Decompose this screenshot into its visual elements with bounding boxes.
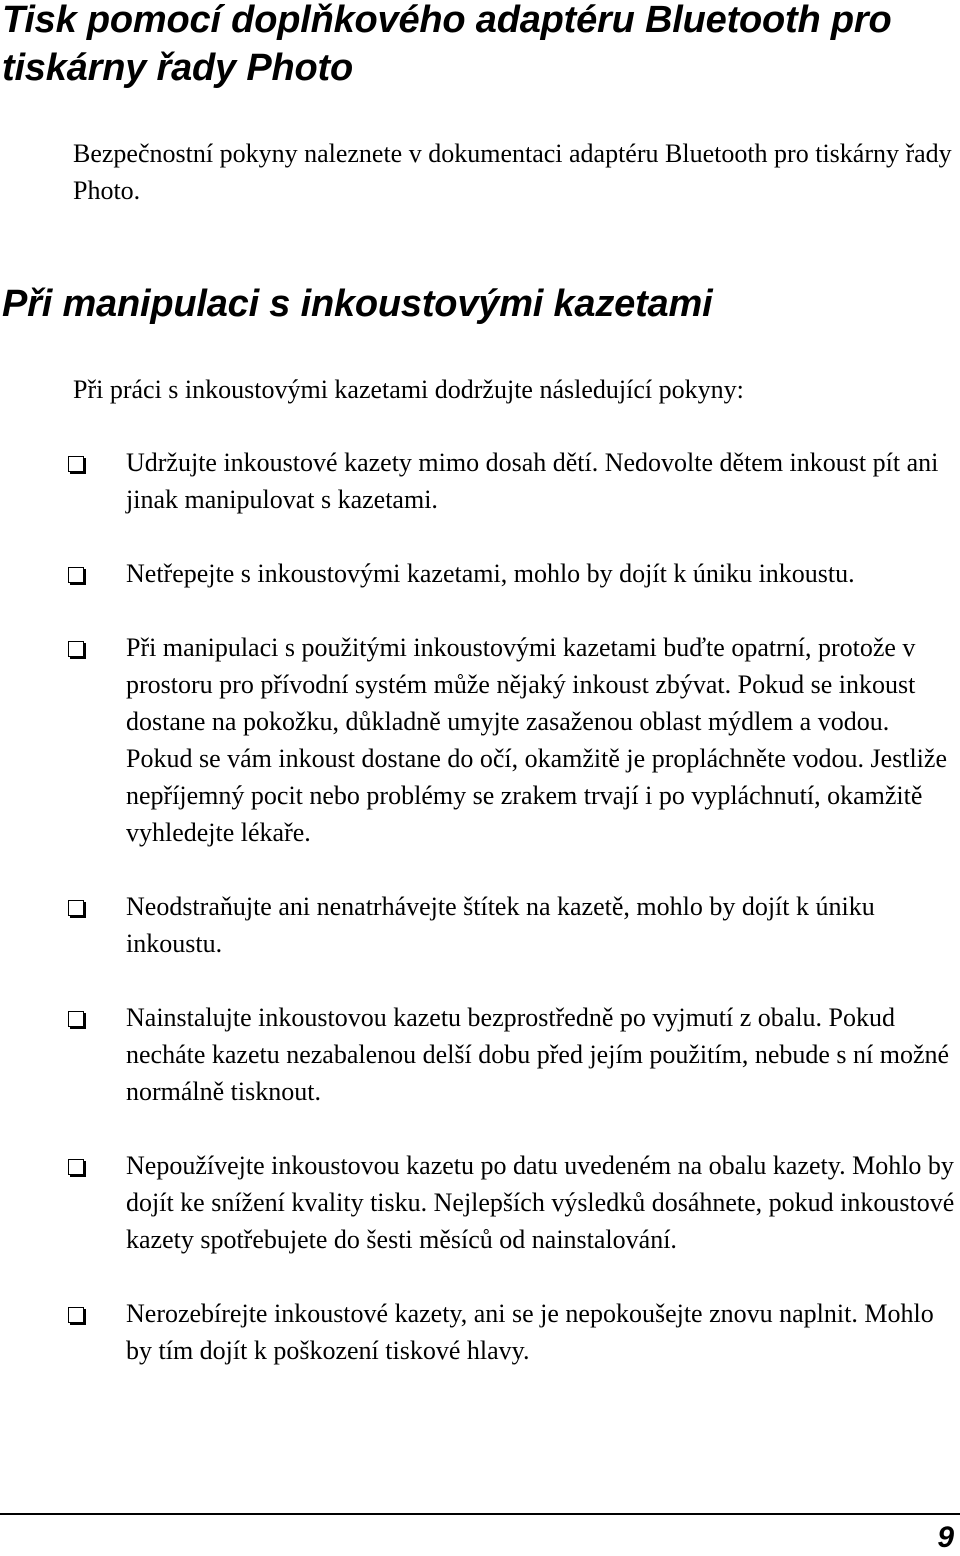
list-item-text: Udržujte inkoustové kazety mimo dosah dětí. Nedovolte dětem inkoust pít ani jinak manipulovat s kazetami. — [126, 448, 939, 514]
checkbox-bullet-icon — [68, 900, 84, 916]
checkbox-bullet-icon — [68, 1011, 84, 1027]
list-item-text: Při manipulaci s použitými inkoustovými kazetami buďte opatrní, protože v prostoru pro přívodní systém může nějaký inkoust zbývat. Pokud se inkoust dostane na pokožku, důkladně umyjte zasaženou oblast mýdlem a vodou. Pokud se vám inkoust dostane do očí, okamžitě je propláchněte vodou. Jestliže nepříjemný pocit nebo problémy se zrakem trvají i po vypláchnutí, okamžitě vyhledejte lékaře. — [126, 633, 947, 847]
checkbox-bullet-icon — [68, 1307, 84, 1323]
list-item-text: Nepoužívejte inkoustovou kazetu po datu uvedeném na obalu kazety. Mohlo by dojít ke snížení kvality tisku. Nejlepších výsledků dosáhnete, pokud inkoustové kazety spotřebujete do šesti měsíců od nainstalování. — [126, 1151, 955, 1254]
list-item — [66, 888, 956, 962]
list-item — [66, 1147, 956, 1258]
list-item-text: Nerozebírejte inkoustové kazety, ani se je nepokoušejte znovu naplnit. Mohlo by tím dojít k poškození tiskové hlavy. — [126, 1299, 934, 1365]
safety-bullet-list — [66, 444, 956, 1406]
list-item — [66, 555, 956, 592]
page-number: 9 — [937, 1521, 954, 1554]
list-item — [66, 629, 956, 851]
footer-divider — [0, 1513, 960, 1515]
checkbox-bullet-icon — [68, 641, 84, 657]
list-item-text: Netřepejte s inkoustovými kazetami, mohlo by dojít k úniku inkoustu. — [126, 559, 855, 588]
checkbox-bullet-icon — [68, 1159, 84, 1175]
list-item-text: Neodstraňujte ani nenatrhávejte štítek na kazetě, mohlo by dojít k úniku inkoustu. — [126, 892, 875, 958]
ink-cartridges-intro-paragraph: Při práci s inkoustovými kazetami dodržujte následující pokyny: — [73, 375, 744, 404]
bluetooth-safety-paragraph: Bezpečnostní pokyny naleznete v dokumentaci adaptéru Bluetooth pro tiskárny řady Photo. — [73, 139, 952, 205]
list-item-text: Nainstalujte inkoustovou kazetu bezprostředně po vyjmutí z obalu. Pokud necháte kazetu nezabalenou delší dobu před jejím použitím, nebude s ní možné normálně tisknout. — [126, 1003, 950, 1106]
section-heading-bluetooth: Tisk pomocí doplňkového adaptéru Bluetooth pro tiskárny řady Photo — [2, 0, 892, 89]
list-item — [66, 1295, 956, 1369]
checkbox-bullet-icon — [68, 456, 84, 472]
list-item — [66, 999, 956, 1110]
section-heading-ink-cartridges: Při manipulaci s inkoustovými kazetami — [2, 283, 713, 325]
checkbox-bullet-icon — [68, 567, 84, 583]
list-item — [66, 444, 956, 518]
